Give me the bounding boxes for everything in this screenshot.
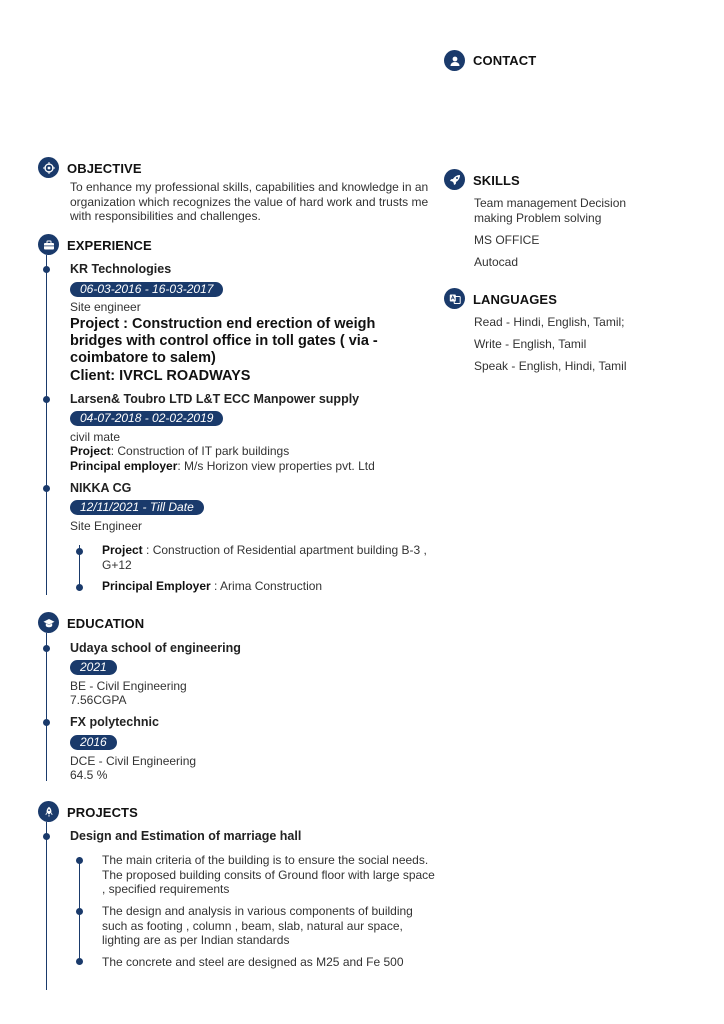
employer-label: Principal Employer (102, 579, 211, 593)
experience-heading: EXPERIENCE (67, 238, 152, 253)
project-label: Project (70, 444, 111, 458)
education-heading: EDUCATION (67, 616, 145, 631)
job-client: Client: IVRCL ROADWAYS (70, 368, 251, 384)
job-employer-line (102, 579, 442, 594)
timeline-dot (43, 833, 50, 840)
project-value: : Construction of IT park buildings (110, 444, 290, 458)
bullet-dot (76, 857, 83, 864)
rocket-icon (38, 801, 59, 822)
job-role: Site engineer (70, 300, 141, 314)
job-company: NIKKA CG (70, 481, 132, 495)
bullet-dot (76, 908, 83, 915)
job-dates: 04-07-2018 - 02-02-2019 (70, 411, 223, 426)
timeline-dot (43, 485, 50, 492)
project-label: Project (102, 543, 143, 557)
employer-value: : Arima Construction (210, 579, 323, 593)
timeline-dot (43, 645, 50, 652)
job-dates: 06-03-2016 - 16-03-2017 (70, 282, 223, 297)
edu-degree: DCE - Civil Engineering (70, 754, 197, 768)
timeline-dot (43, 266, 50, 273)
language-item: Write - English, Tamil (474, 337, 587, 351)
contact-icon (444, 50, 465, 71)
project-value: : Construction of Residential apartment building B-3 , G+12 (102, 543, 427, 572)
language-item: Speak - English, Hindi, Tamil (474, 359, 627, 373)
objective-text: To enhance my professional skills, capabilities and knowledge in an organization which recognizes the value of hard work and trusts me with responsibilities and challenges. (70, 180, 429, 223)
skill-item: Autocad (474, 255, 519, 269)
edu-year: 2016 (70, 735, 117, 750)
bullet-dot (76, 548, 83, 555)
edu-degree: BE - Civil Engineering (70, 679, 187, 693)
skill-item: MS OFFICE (474, 233, 540, 247)
job-role: Site Engineer (70, 519, 143, 533)
languages-heading: LANGUAGES (473, 292, 557, 307)
edu-school: Udaya school of engineering (70, 641, 241, 655)
project-bullet: The main criteria of the building is to ensure the social needs. The proposed building consits of Ground floor with large space , specified requirements (102, 853, 435, 896)
edu-school: FX polytechnic (70, 715, 159, 729)
job-dates: 12/11/2021 - Till Date (70, 500, 204, 515)
rocket-icon (444, 169, 465, 190)
skills-heading: SKILLS (473, 173, 520, 188)
briefcase-icon (38, 234, 59, 255)
job-project: Project : Construction end erection of weigh bridges with control office in toll gates ( via - coimbatore to salem) (70, 316, 378, 366)
edu-score: 7.56CGPA (70, 693, 127, 707)
contact-heading: CONTACT (473, 53, 537, 68)
job-project-line (102, 543, 437, 572)
skill-item: Team management Decision making Problem solving (474, 196, 627, 225)
experience-timeline (46, 255, 47, 595)
edu-year: 2021 (70, 660, 117, 675)
bullet-dot (76, 958, 83, 965)
job-role: civil mate (70, 430, 121, 444)
projects-heading: PROJECTS (67, 805, 138, 820)
employer-value: : M/s Horizon view properties pvt. Ltd (177, 459, 375, 473)
education-timeline (46, 633, 47, 781)
project-bullet: The concrete and steel are designed as M25 and Fe 500 (102, 955, 404, 969)
language-item: Read - Hindi, English, Tamil; (474, 315, 625, 329)
job-project-line (70, 444, 289, 458)
timeline-dot (43, 396, 50, 403)
job-company: KR Technologies (70, 262, 172, 276)
projects-timeline (46, 822, 47, 990)
graduation-cap-icon (38, 612, 59, 633)
project-title: Design and Estimation of marriage hall (70, 829, 302, 843)
job-employer-line (70, 459, 375, 473)
target-icon (38, 157, 59, 178)
employer-label: Principal employer (70, 459, 178, 473)
job-company: Larsen& Toubro LTD L&T ECC Manpower supply (70, 392, 360, 406)
translate-icon (444, 288, 465, 309)
objective-heading: OBJECTIVE (67, 161, 142, 176)
project-bullet: The design and analysis in various components of building such as footing , column , beam, slab, natural aur space, lighting are as per Indian standards (102, 904, 413, 947)
bullet-dot (76, 584, 83, 591)
timeline-dot (43, 719, 50, 726)
edu-score: 64.5 % (70, 768, 108, 782)
